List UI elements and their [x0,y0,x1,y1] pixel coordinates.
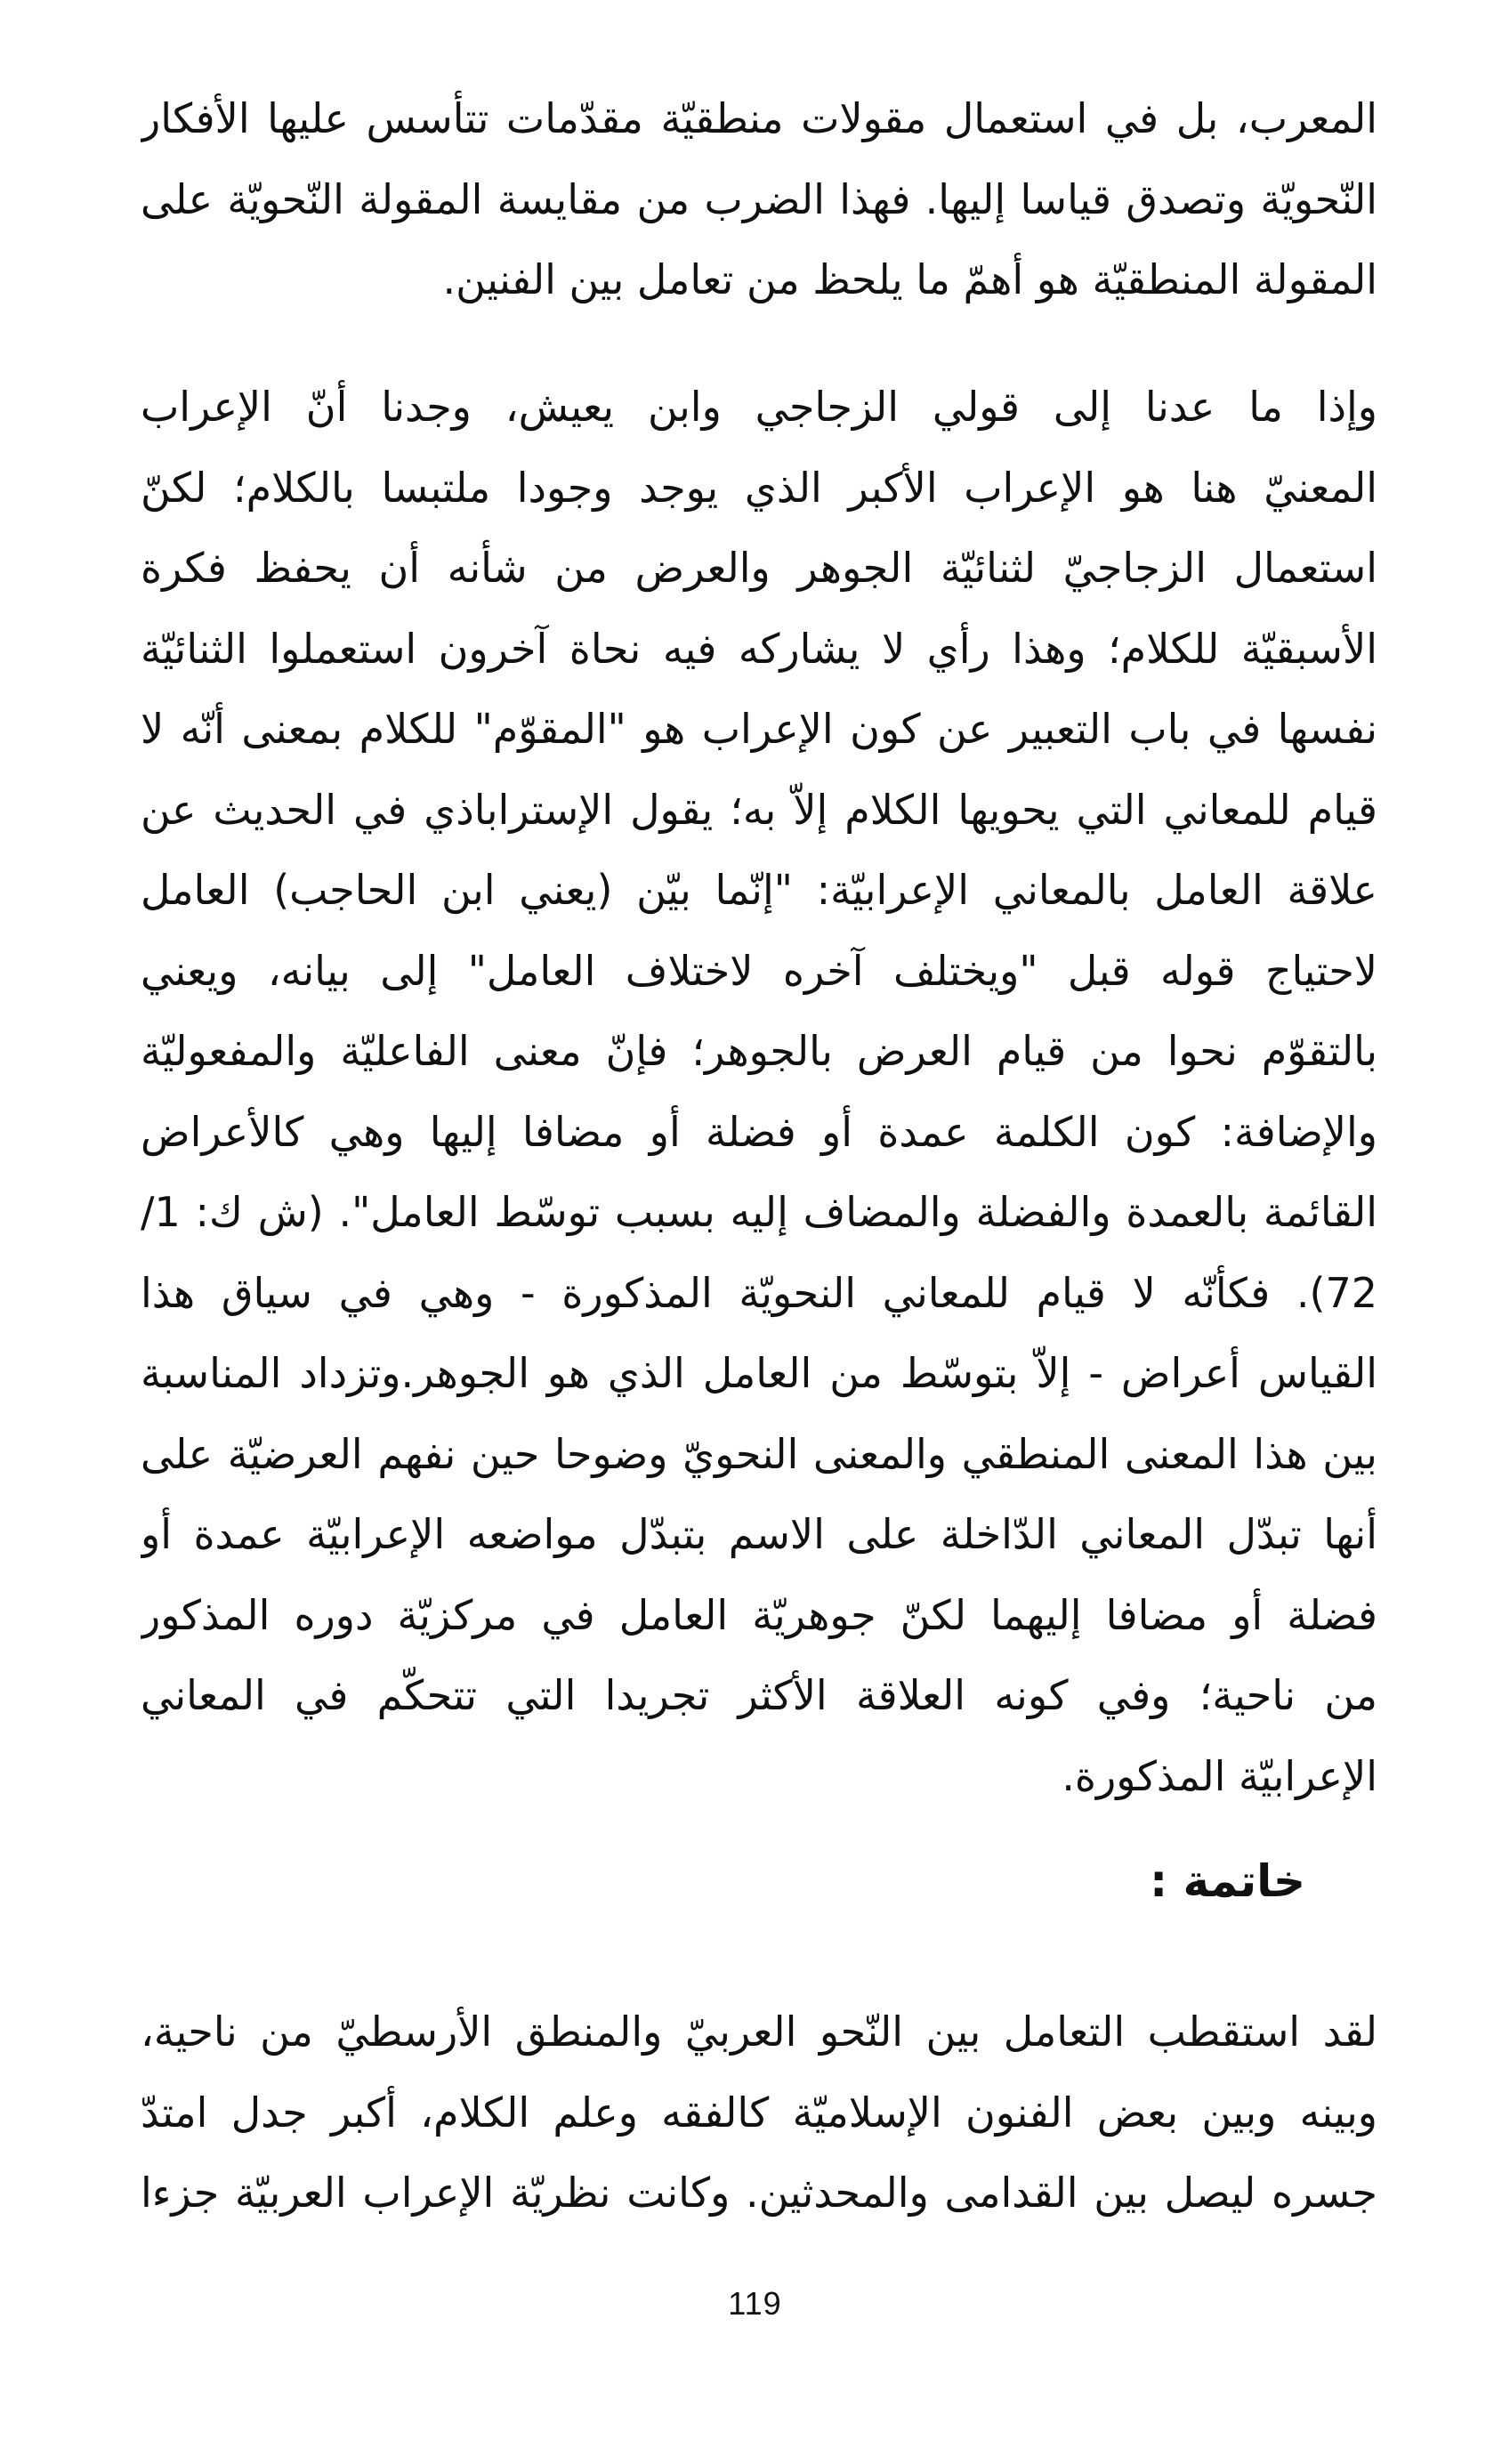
section-heading: خاتمة : [1150,1855,1305,1907]
text-line: نفسها في باب التعبير عن كون الإعراب هو "المقوّم" للكلام بمعنى أنّه لا [141,705,1377,753]
text-line: المعرب، بل في استعمال مقولات منطقيّة مقدّمات تتأسس عليها الأفكار [141,94,1377,142]
text-line: بالتقوّم نحوا من قيام العرض بالجوهر؛ فإنّ معنى الفاعليّة والمفعوليّة [141,1027,1377,1075]
paragraph-2 [141,367,1377,1816]
text-line: من ناحية؛ وفي كونه العلاقة الأكثر تجريدا التي تتحكّم في المعاني [141,1671,1377,1719]
text-line: القياس أعراض - إلاّ بتوسّط من العامل الذي هو الجوهر.وتزداد المناسبة [141,1349,1377,1397]
text-line: قيام للمعاني التي يحويها الكلام إلاّ به؛ يقول الإستراباذي في الحديث عن [141,785,1377,834]
text-line: المقولة المنطقيّة هو أهمّ ما يلحظ من تعامل بين الفنين. [442,255,1377,303]
text-line: علاقة العامل بالمعاني الإعرابيّة: "إنّما بيّن (يعني ابن الحاجب) العامل [141,866,1377,914]
paragraph-3 [141,1991,1377,2234]
text-line: فضلة أو مضافا إليهما لكنّ جوهريّة العامل في مركزيّة دوره المذكور [141,1590,1377,1639]
text-line: 72). فكأنّه لا قيام للمعاني النحويّة المذكورة - وهي في سياق هذا [141,1268,1377,1317]
text-line: وبينه وبين بعض الفنون الإسلاميّة كالفقه وعلم الكلام، أكبر جدل امتدّ [141,2088,1377,2137]
text-line: جسره ليصل بين القدامى والمحدثين. وكانت نظريّة الإعراب العربيّة جزءا [141,2169,1377,2217]
text-line: النّحويّة وتصدق قياسا إليها. فهذا الضرب من مقايسة المقولة النّحويّة على [141,174,1377,223]
text-line: وإذا ما عدنا إلى قولي الزجاجي وابن يعيش، وجدنا أنّ الإعراب [141,383,1377,431]
text-line: بين هذا المعنى المنطقي والمعنى النحويّ وضوحا حين نفهم العرضيّة على [141,1429,1377,1478]
text-line: القائمة بالعمدة والفضلة والمضاف إليه بسبب توسّط العامل". (ش ك: 1/ [141,1188,1377,1236]
text-line: المعنيّ هنا هو الإعراب الأكبر الذي يوجد وجودا ملتبسا بالكلام؛ لكنّ [141,463,1377,512]
text-line: استعمال الزجاجيّ لثنائيّة الجوهر والعرض من شأنه أن يحفظ فكرة [141,544,1377,592]
text-line: والإضافة: كون الكلمة عمدة أو فضلة أو مضافا إليها وهي كالأعراض [141,1107,1377,1156]
text-line: لقد استقطب التعامل بين النّحو العربيّ والمنطق الأرسطيّ من ناحية، [141,2008,1377,2056]
text-line: الأسبقيّة للكلام؛ وهذا رأي لا يشاركه فيه نحاة آخرون استعملوا الثنائيّة [141,624,1377,673]
text-line: لاحتياج قوله قبل "ويختلف آخره لاختلاف العامل" إلى بيانه، ويعني [141,946,1377,995]
page-number: 119 [728,2285,782,2322]
paragraph-1 [141,78,1377,320]
text-line: الإعرابيّة المذكورة. [1062,1751,1377,1800]
text-line: أنها تبدّل المعاني الدّاخلة على الاسم بتبدّل مواضعه الإعرابيّة عمدة أو [141,1510,1377,1558]
